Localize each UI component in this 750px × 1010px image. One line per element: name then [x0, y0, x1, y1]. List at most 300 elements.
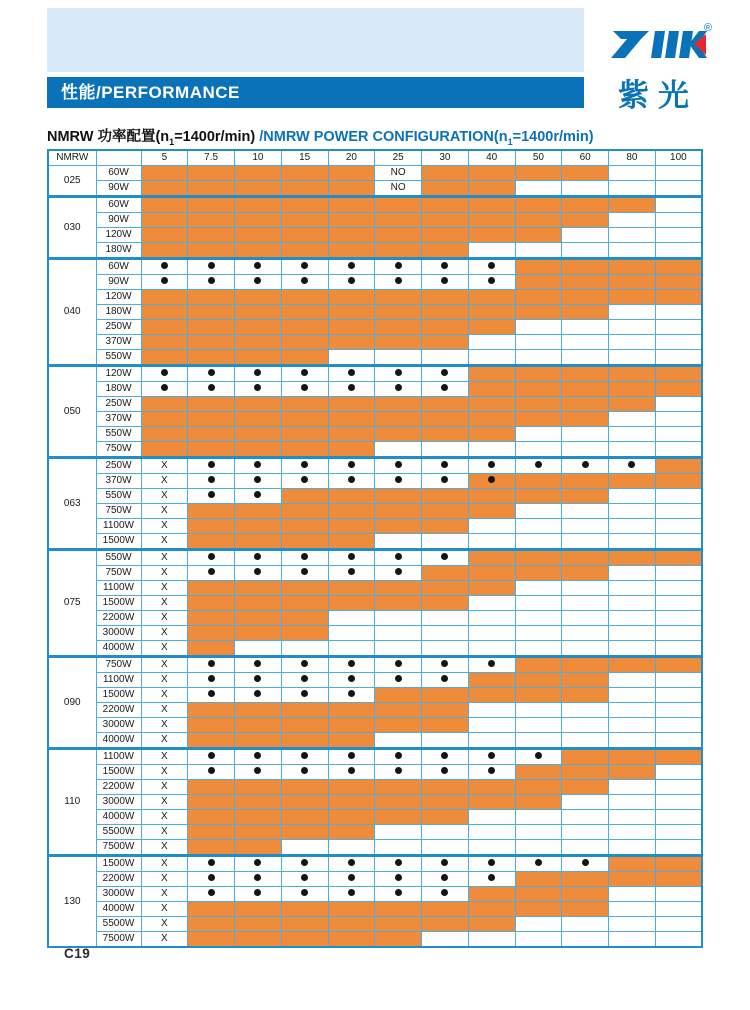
grid-cell: [468, 335, 515, 350]
power-label: 7500W: [96, 932, 141, 948]
grid-cell: [422, 197, 469, 213]
grid-cell: [468, 810, 515, 825]
dot-icon: [301, 277, 308, 284]
grid-cell: [655, 474, 702, 489]
grid-cell: X: [141, 657, 188, 673]
grid-cell: [375, 825, 422, 840]
grid-cell: [328, 733, 375, 749]
grid-cell: [281, 887, 328, 902]
grid-cell: [328, 397, 375, 412]
grid-cell: [328, 780, 375, 795]
dot-icon: [395, 262, 402, 269]
grid-cell: [281, 427, 328, 442]
grid-cell: [562, 275, 609, 290]
table-row: [48, 259, 702, 275]
grid-cell: [468, 840, 515, 856]
power-label: 5500W: [96, 825, 141, 840]
dot-icon: [395, 384, 402, 391]
grid-cell: [609, 932, 656, 948]
grid-cell: [281, 474, 328, 489]
grid-cell: [281, 320, 328, 335]
grid-cell: [609, 688, 656, 703]
model-label: 025: [48, 166, 96, 197]
grid-cell: [281, 795, 328, 810]
ratio-column-header: 10: [235, 150, 282, 166]
grid-cell: [188, 181, 235, 197]
grid-cell: [562, 872, 609, 887]
dot-icon: [301, 568, 308, 575]
table-row: [48, 474, 702, 489]
grid-cell: [141, 181, 188, 197]
grid-cell: [609, 749, 656, 765]
grid-cell: [328, 366, 375, 382]
grid-cell: [655, 780, 702, 795]
grid-cell: [422, 872, 469, 887]
table-row: [48, 657, 702, 673]
dot-icon: [301, 553, 308, 560]
grid-cell: [562, 765, 609, 780]
table-row: [48, 703, 702, 718]
grid-cell: [328, 504, 375, 519]
grid-cell: [562, 412, 609, 427]
dot-icon: [208, 767, 215, 774]
grid-cell: [422, 412, 469, 427]
grid-cell: [235, 840, 282, 856]
grid-cell: [609, 366, 656, 382]
grid-cell: [468, 320, 515, 335]
header-row: [48, 150, 702, 166]
grid-cell: [609, 243, 656, 259]
grid-cell: [655, 519, 702, 534]
ratio-column-header: 5: [141, 150, 188, 166]
grid-cell: [141, 320, 188, 335]
grid-cell: [515, 810, 562, 825]
grid-cell: [655, 397, 702, 412]
grid-cell: [141, 335, 188, 350]
grid-cell: [515, 504, 562, 519]
grid-cell: [235, 581, 282, 596]
dot-icon: [441, 752, 448, 759]
grid-cell: [328, 519, 375, 534]
grid-cell: [375, 641, 422, 657]
grid-cell: X: [141, 917, 188, 932]
grid-cell: [609, 765, 656, 780]
dot-icon: [441, 461, 448, 468]
grid-cell: [562, 397, 609, 412]
grid-cell: [422, 397, 469, 412]
table-row: [48, 213, 702, 228]
grid-cell: [328, 825, 375, 840]
grid-cell: [468, 887, 515, 902]
grid-cell: [562, 197, 609, 213]
grid-cell: [609, 902, 656, 917]
grid-cell: [609, 259, 656, 275]
grid-cell: [562, 350, 609, 366]
grid-cell: [281, 566, 328, 581]
grid-cell: [515, 366, 562, 382]
grid-cell: [141, 290, 188, 305]
table-row: [48, 917, 702, 932]
dot-icon: [348, 675, 355, 682]
power-label: 180W: [96, 382, 141, 397]
grid-cell: [655, 749, 702, 765]
grid-cell: [188, 427, 235, 442]
grid-cell: [235, 259, 282, 275]
grid-cell: [188, 641, 235, 657]
dot-icon: [348, 384, 355, 391]
dot-icon: [301, 384, 308, 391]
grid-cell: [235, 887, 282, 902]
grid-cell: [562, 581, 609, 596]
grid-cell: [562, 213, 609, 228]
ratio-column-header: 80: [609, 150, 656, 166]
grid-cell: [655, 641, 702, 657]
dot-icon: [488, 859, 495, 866]
grid-cell: [235, 397, 282, 412]
power-label: 750W: [96, 657, 141, 673]
grid-cell: [655, 703, 702, 718]
dot-icon: [441, 660, 448, 667]
grid-cell: [188, 780, 235, 795]
dot-icon: [441, 889, 448, 896]
grid-cell: [422, 810, 469, 825]
grid-cell: [281, 335, 328, 350]
grid-cell: [562, 840, 609, 856]
grid-cell: [328, 718, 375, 733]
grid-cell: [235, 458, 282, 474]
grid-cell: [515, 412, 562, 427]
grid-cell: [562, 534, 609, 550]
dot-icon: [488, 461, 495, 468]
grid-cell: [422, 305, 469, 320]
grid-cell: [515, 795, 562, 810]
grid-cell: [655, 382, 702, 397]
power-label: 120W: [96, 290, 141, 305]
grid-cell: [468, 412, 515, 427]
power-label: 750W: [96, 566, 141, 581]
dot-icon: [254, 369, 261, 376]
grid-cell: [655, 795, 702, 810]
grid-cell: [375, 733, 422, 749]
grid-cell: [328, 872, 375, 887]
grid-cell: [655, 673, 702, 688]
grid-cell: [235, 611, 282, 626]
grid-cell: [468, 596, 515, 611]
page-number: C19: [64, 946, 91, 961]
grid-cell: [515, 458, 562, 474]
table-row: [48, 275, 702, 290]
grid-cell: [375, 566, 422, 581]
grid-cell: [515, 825, 562, 840]
grid-cell: [375, 412, 422, 427]
grid-cell: [515, 688, 562, 703]
grid-cell: [328, 181, 375, 197]
power-label: 550W: [96, 427, 141, 442]
ratio-column-header: 40: [468, 150, 515, 166]
grid-cell: [235, 243, 282, 259]
grid-cell: [281, 657, 328, 673]
grid-cell: [141, 275, 188, 290]
power-label: 370W: [96, 335, 141, 350]
grid-cell: [468, 749, 515, 765]
dot-icon: [208, 262, 215, 269]
dot-icon: [254, 262, 261, 269]
grid-cell: [562, 902, 609, 917]
grid-cell: [515, 197, 562, 213]
power-label: 2200W: [96, 872, 141, 887]
grid-cell: [655, 305, 702, 320]
grid-cell: NO: [375, 181, 422, 197]
grid-cell: [375, 887, 422, 902]
grid-cell: [375, 366, 422, 382]
grid-cell: [235, 596, 282, 611]
grid-cell: [655, 718, 702, 733]
grid-cell: [281, 504, 328, 519]
power-label: 1100W: [96, 673, 141, 688]
grid-cell: [235, 810, 282, 825]
grid-cell: [375, 902, 422, 917]
grid-cell: [235, 749, 282, 765]
grid-cell: [468, 427, 515, 442]
power-label: 250W: [96, 458, 141, 474]
grid-cell: [655, 335, 702, 350]
dot-icon: [254, 461, 261, 468]
grid-cell: [328, 197, 375, 213]
grid-cell: [328, 320, 375, 335]
grid-cell: [375, 780, 422, 795]
grid-cell: [235, 641, 282, 657]
power-label: 370W: [96, 474, 141, 489]
grid-cell: [468, 504, 515, 519]
grid-cell: [422, 840, 469, 856]
grid-cell: [562, 320, 609, 335]
grid-cell: [235, 626, 282, 641]
ratio-column-header: 20: [328, 150, 375, 166]
dot-icon: [301, 874, 308, 881]
grid-cell: [515, 596, 562, 611]
grid-cell: [188, 197, 235, 213]
grid-cell: [281, 749, 328, 765]
dot-icon: [208, 675, 215, 682]
grid-cell: [562, 474, 609, 489]
dot-icon: [395, 859, 402, 866]
dot-icon: [254, 384, 261, 391]
power-label: 60W: [96, 166, 141, 181]
grid-cell: [141, 366, 188, 382]
grid-cell: [562, 887, 609, 902]
grid-cell: [562, 366, 609, 382]
grid-cell: [609, 657, 656, 673]
table-row: [48, 795, 702, 810]
dot-icon: [301, 675, 308, 682]
dot-icon: [535, 859, 542, 866]
grid-cell: [188, 703, 235, 718]
grid-cell: [328, 458, 375, 474]
model-label: 110: [48, 749, 96, 856]
dot-icon: [348, 859, 355, 866]
registered-mark: ®: [703, 22, 712, 34]
dot-icon: [208, 859, 215, 866]
table-row: [48, 765, 702, 780]
grid-cell: [562, 228, 609, 243]
grid-cell: [328, 412, 375, 427]
grid-cell: [281, 626, 328, 641]
grid-cell: [141, 243, 188, 259]
grid-cell: [562, 657, 609, 673]
grid-cell: [609, 290, 656, 305]
grid-cell: [235, 550, 282, 566]
dot-icon: [254, 277, 261, 284]
dot-icon: [301, 767, 308, 774]
table-row: [48, 596, 702, 611]
grid-cell: [515, 749, 562, 765]
grid-cell: [188, 581, 235, 596]
dot-icon: [208, 369, 215, 376]
table-row: [48, 305, 702, 320]
grid-cell: [281, 840, 328, 856]
power-label: 90W: [96, 213, 141, 228]
grid-cell: [281, 366, 328, 382]
dot-icon: [395, 369, 402, 376]
grid-cell: [562, 550, 609, 566]
power-label: 3000W: [96, 718, 141, 733]
grid-cell: [188, 305, 235, 320]
dot-icon: [441, 277, 448, 284]
grid-cell: [375, 749, 422, 765]
grid-cell: [515, 259, 562, 275]
grid-cell: [609, 810, 656, 825]
grid-cell: [515, 519, 562, 534]
grid-cell: X: [141, 566, 188, 581]
grid-cell: [235, 825, 282, 840]
grid-cell: [515, 335, 562, 350]
grid-cell: [655, 458, 702, 474]
logo-mark: [596, 22, 714, 68]
grid-cell: [515, 581, 562, 596]
grid-cell: [375, 856, 422, 872]
dot-icon: [348, 277, 355, 284]
dot-icon: [441, 384, 448, 391]
grid-cell: [281, 733, 328, 749]
grid-cell: [188, 688, 235, 703]
grid-cell: [281, 550, 328, 566]
dot-icon: [395, 675, 402, 682]
grid-cell: [515, 228, 562, 243]
dot-icon: [395, 874, 402, 881]
grid-cell: [235, 320, 282, 335]
grid-cell: [188, 550, 235, 566]
grid-cell: [328, 442, 375, 458]
grid-cell: [655, 243, 702, 259]
grid-cell: [328, 305, 375, 320]
model-label: 090: [48, 657, 96, 749]
grid-cell: [468, 795, 515, 810]
grid-cell: [422, 489, 469, 504]
grid-cell: [655, 489, 702, 504]
power-label: 2200W: [96, 611, 141, 626]
grid-cell: [141, 397, 188, 412]
grid-cell: [235, 366, 282, 382]
grid-cell: [655, 504, 702, 519]
power-label: 2200W: [96, 780, 141, 795]
grid-cell: [328, 474, 375, 489]
dot-icon: [348, 461, 355, 468]
grid-cell: [562, 780, 609, 795]
dot-icon: [208, 690, 215, 697]
dot-icon: [208, 752, 215, 759]
grid-cell: [422, 902, 469, 917]
table-row: [48, 581, 702, 596]
grid-cell: [328, 350, 375, 366]
grid-cell: [375, 810, 422, 825]
grid-cell: [328, 887, 375, 902]
grid-cell: [375, 703, 422, 718]
table-row: [48, 749, 702, 765]
grid-cell: [422, 166, 469, 181]
grid-cell: [141, 228, 188, 243]
power-label: 550W: [96, 550, 141, 566]
grid-cell: [515, 932, 562, 948]
section-title: 性能/PERFORMANCE: [61, 83, 240, 102]
dot-icon: [208, 889, 215, 896]
grid-cell: [562, 611, 609, 626]
grid-cell: [609, 504, 656, 519]
power-label: 4000W: [96, 902, 141, 917]
grid-cell: [609, 442, 656, 458]
dot-icon: [254, 752, 261, 759]
grid-cell: [375, 335, 422, 350]
model-label: 050: [48, 366, 96, 458]
grid-cell: [375, 259, 422, 275]
dot-icon: [348, 568, 355, 575]
grid-cell: X: [141, 795, 188, 810]
grid-cell: [188, 733, 235, 749]
grid-cell: [515, 917, 562, 932]
grid-cell: [188, 566, 235, 581]
table-row: [48, 320, 702, 335]
grid-cell: [375, 382, 422, 397]
grid-cell: [655, 350, 702, 366]
grid-cell: [375, 504, 422, 519]
grid-cell: [328, 534, 375, 550]
dot-icon: [254, 675, 261, 682]
grid-cell: [655, 825, 702, 840]
power-label: 1100W: [96, 519, 141, 534]
dot-icon: [535, 461, 542, 468]
grid-cell: [562, 932, 609, 948]
power-label: 4000W: [96, 810, 141, 825]
table-row: [48, 290, 702, 305]
table-row: [48, 489, 702, 504]
grid-cell: [281, 596, 328, 611]
dot-icon: [348, 369, 355, 376]
dot-icon: [488, 752, 495, 759]
grid-cell: [235, 902, 282, 917]
grid-cell: [422, 703, 469, 718]
grid-cell: [655, 290, 702, 305]
grid-cell: [562, 489, 609, 504]
grid-cell: [188, 657, 235, 673]
grid-cell: [188, 749, 235, 765]
dot-icon: [208, 384, 215, 391]
grid-cell: [235, 872, 282, 887]
dot-icon: [161, 262, 168, 269]
grid-cell: [235, 703, 282, 718]
grid-cell: [515, 442, 562, 458]
grid-cell: [235, 519, 282, 534]
dot-icon: [301, 859, 308, 866]
grid-cell: [235, 534, 282, 550]
